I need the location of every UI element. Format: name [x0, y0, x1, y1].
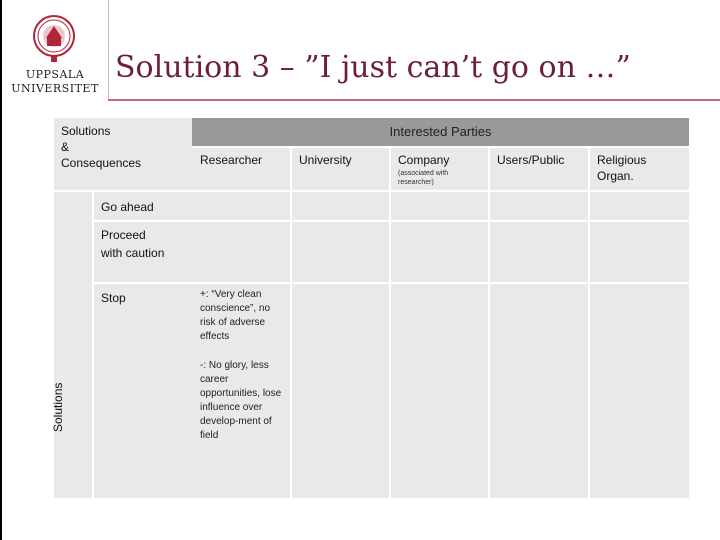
solutions-side-label: Solutions [51, 382, 65, 432]
logo-line-1: UPPSALA [25, 68, 85, 81]
stop-researcher-positive: +: “Very clean conscience”, no risk of adverse effects [200, 289, 271, 342]
header-divider-horizontal [108, 99, 720, 101]
interested-parties-header [192, 118, 689, 146]
uppsala-logo [10, 12, 100, 98]
slide-title: Solution 3 – ”I just can’t go on …” [115, 50, 631, 85]
left-edge-rule [0, 0, 2, 540]
row-label-stop: Stop [101, 291, 126, 305]
row-divider-2 [192, 282, 689, 284]
university-seal-icon [32, 12, 76, 64]
corner-label: Solutions & Consequences [61, 124, 142, 170]
col-divider-4 [588, 148, 590, 498]
solutions-side-cell [51, 192, 92, 498]
row-label-go-ahead: Go ahead [101, 200, 154, 214]
logo-line-2: UNIVERSITET [11, 82, 99, 95]
interested-parties-label: Interested Parties [389, 124, 492, 139]
table-body [192, 192, 689, 498]
col-divider-2 [389, 148, 391, 498]
row-label-proceed-with-caution: Proceed with caution [101, 228, 165, 260]
party-users-public: Users/Public [497, 153, 565, 167]
col-divider-1 [290, 148, 292, 498]
party-university: University [299, 153, 352, 167]
party-company: Company [398, 153, 450, 167]
header-divider-vertical [108, 0, 109, 100]
row-proceed-with-caution [94, 222, 192, 282]
stop-researcher-negative: -: No glory, less career opportunities, lose influence over develop-ment of field [200, 360, 282, 441]
row-stop [94, 284, 192, 498]
corner-cell [54, 118, 192, 190]
row-divider-1 [192, 220, 689, 222]
party-company-note: (associated with researcher) [398, 170, 449, 186]
party-researcher: Researcher [200, 153, 263, 167]
party-religious-organ: Religious Organ. [597, 153, 647, 183]
col-divider-3 [488, 148, 490, 498]
row-go-ahead [94, 192, 192, 220]
